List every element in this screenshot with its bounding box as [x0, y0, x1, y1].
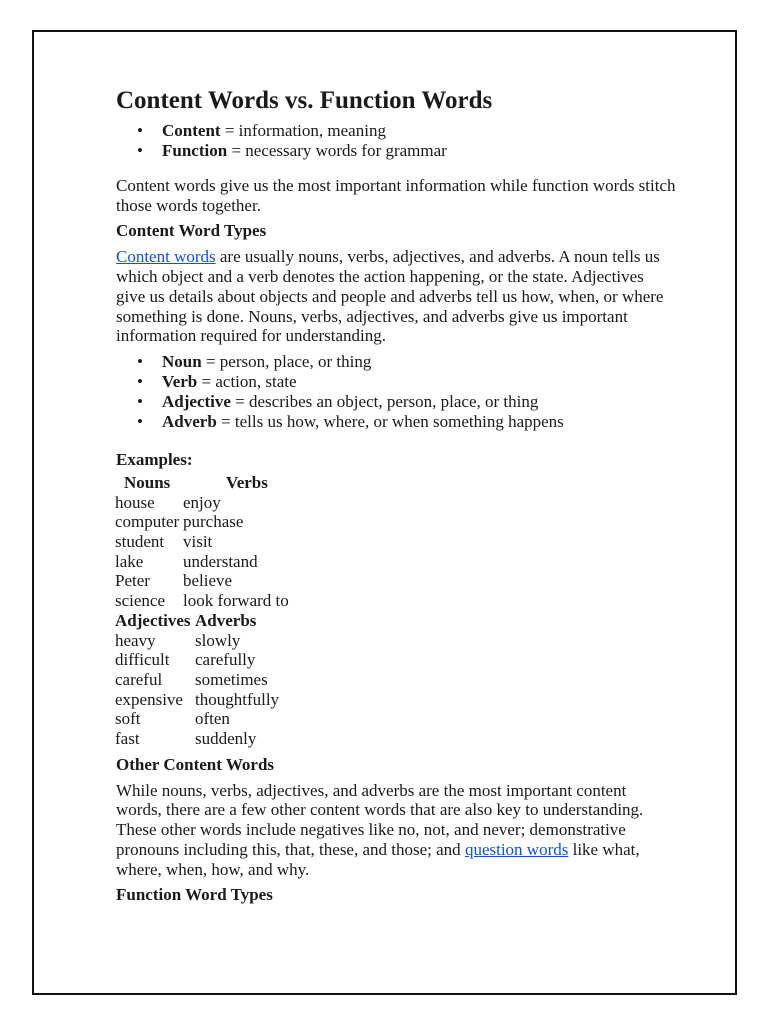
bullet-definition: = action, state	[197, 371, 297, 391]
list-item	[162, 141, 676, 161]
table-row	[115, 631, 279, 651]
adjective-cell: heavy	[115, 630, 156, 650]
question-words-link[interactable]: question words	[464, 839, 569, 859]
adverb-cell: sometimes	[195, 669, 268, 689]
adverb-cell: often	[195, 709, 230, 729]
bullet-definition: = person, place, or thing	[201, 351, 372, 371]
document-body	[116, 84, 676, 906]
bullet-definition: = necessary words for grammar	[227, 141, 447, 160]
other-content-words-heading: Other Content Words	[116, 754, 275, 774]
adverb-cell: carefully	[195, 650, 256, 670]
table-row	[115, 571, 289, 591]
verb-cell: purchase	[183, 512, 244, 532]
bullet-term: Function	[162, 141, 228, 160]
list-item	[162, 372, 676, 392]
column-header-nouns: Nouns	[124, 472, 171, 492]
table-row	[115, 690, 279, 710]
table-row	[115, 670, 279, 690]
bullet-term: Adjective	[162, 391, 231, 411]
adjectives-adverbs-table	[115, 611, 279, 749]
table-row	[115, 493, 289, 513]
table-row	[115, 532, 289, 552]
intro-bullet-list	[116, 121, 676, 161]
noun-cell: house	[115, 492, 155, 512]
adverb-cell: suddenly	[195, 729, 257, 749]
function-word-types-heading: Function Word Types	[116, 885, 273, 905]
list-item	[162, 392, 676, 412]
bullet-term: Content	[162, 121, 221, 140]
paragraph-text: like what, where, when, how, and why.	[116, 839, 640, 879]
intro-paragraph: Content words give us the most important information while function words stitch those words together.	[116, 176, 676, 215]
column-header-verbs: Verbs	[226, 472, 268, 492]
noun-cell: lake	[115, 551, 144, 571]
verb-cell: look forward to	[183, 591, 289, 611]
noun-cell: student	[115, 532, 165, 552]
table-row	[115, 709, 279, 729]
bullet-definition: = describes an object, person, place, or thing	[230, 391, 539, 411]
adjective-cell: soft	[115, 709, 141, 729]
column-header-adverbs: Adverbs	[195, 610, 257, 630]
bullet-term: Adverb	[162, 411, 217, 431]
verb-cell: believe	[183, 571, 233, 591]
noun-cell: science	[115, 591, 166, 611]
bullet-term: Noun	[162, 351, 202, 371]
adjective-cell: expensive	[115, 689, 183, 709]
adjective-cell: difficult	[115, 650, 170, 670]
table-row	[115, 512, 289, 532]
bullet-definition: = information, meaning	[220, 121, 386, 140]
noun-cell: computer	[115, 512, 180, 532]
table-row	[115, 650, 279, 670]
table-row	[115, 552, 289, 572]
adverb-cell: thoughtfully	[195, 689, 280, 709]
word-type-bullet-list	[116, 352, 676, 432]
adjective-cell: careful	[115, 669, 163, 689]
table-header-row	[115, 473, 268, 493]
content-words-link[interactable]: Content words	[116, 247, 216, 267]
table-row	[115, 591, 289, 611]
verb-cell: understand	[183, 551, 258, 571]
nouns-verbs-rows	[115, 493, 289, 611]
paragraph-text: are usually nouns, verbs, adjectives, and adverbs. A noun tells us which object and a verb denotes the action happening, or the state. Adjectives give us details about objects and people and adverbs tell us how, when, or where something is done. Nouns, verbs, adjectives, and adverbs give us important information required for understanding.	[116, 247, 664, 346]
list-item	[162, 352, 676, 372]
nouns-verbs-table	[115, 473, 268, 493]
list-item	[162, 412, 676, 432]
noun-cell: Peter	[115, 571, 150, 591]
table-row	[115, 729, 279, 749]
content-word-types-paragraph	[116, 247, 676, 346]
paragraph-text: While nouns, verbs, adjectives, and adverbs are the most important content words, there are a few other content words that are also key to understanding. These other words include negatives like no, not, and never; demonstrative pronouns including this, that, these, and those; and	[116, 780, 644, 859]
bullet-definition: = tells us how, where, or when something happens	[216, 411, 564, 431]
verb-cell: enjoy	[183, 492, 221, 512]
column-header-adjectives: Adjectives	[115, 610, 191, 630]
document-title: Content Words vs. Function Words	[116, 87, 493, 114]
adverb-cell: slowly	[195, 630, 241, 650]
adjective-cell: fast	[115, 729, 140, 749]
verb-cell: visit	[183, 532, 213, 552]
other-content-words-paragraph	[116, 781, 676, 880]
examples-heading: Examples:	[116, 449, 193, 469]
content-word-types-heading: Content Word Types	[116, 221, 267, 241]
list-item	[162, 121, 676, 141]
bullet-term: Verb	[162, 371, 198, 391]
table-header-row	[115, 611, 279, 631]
